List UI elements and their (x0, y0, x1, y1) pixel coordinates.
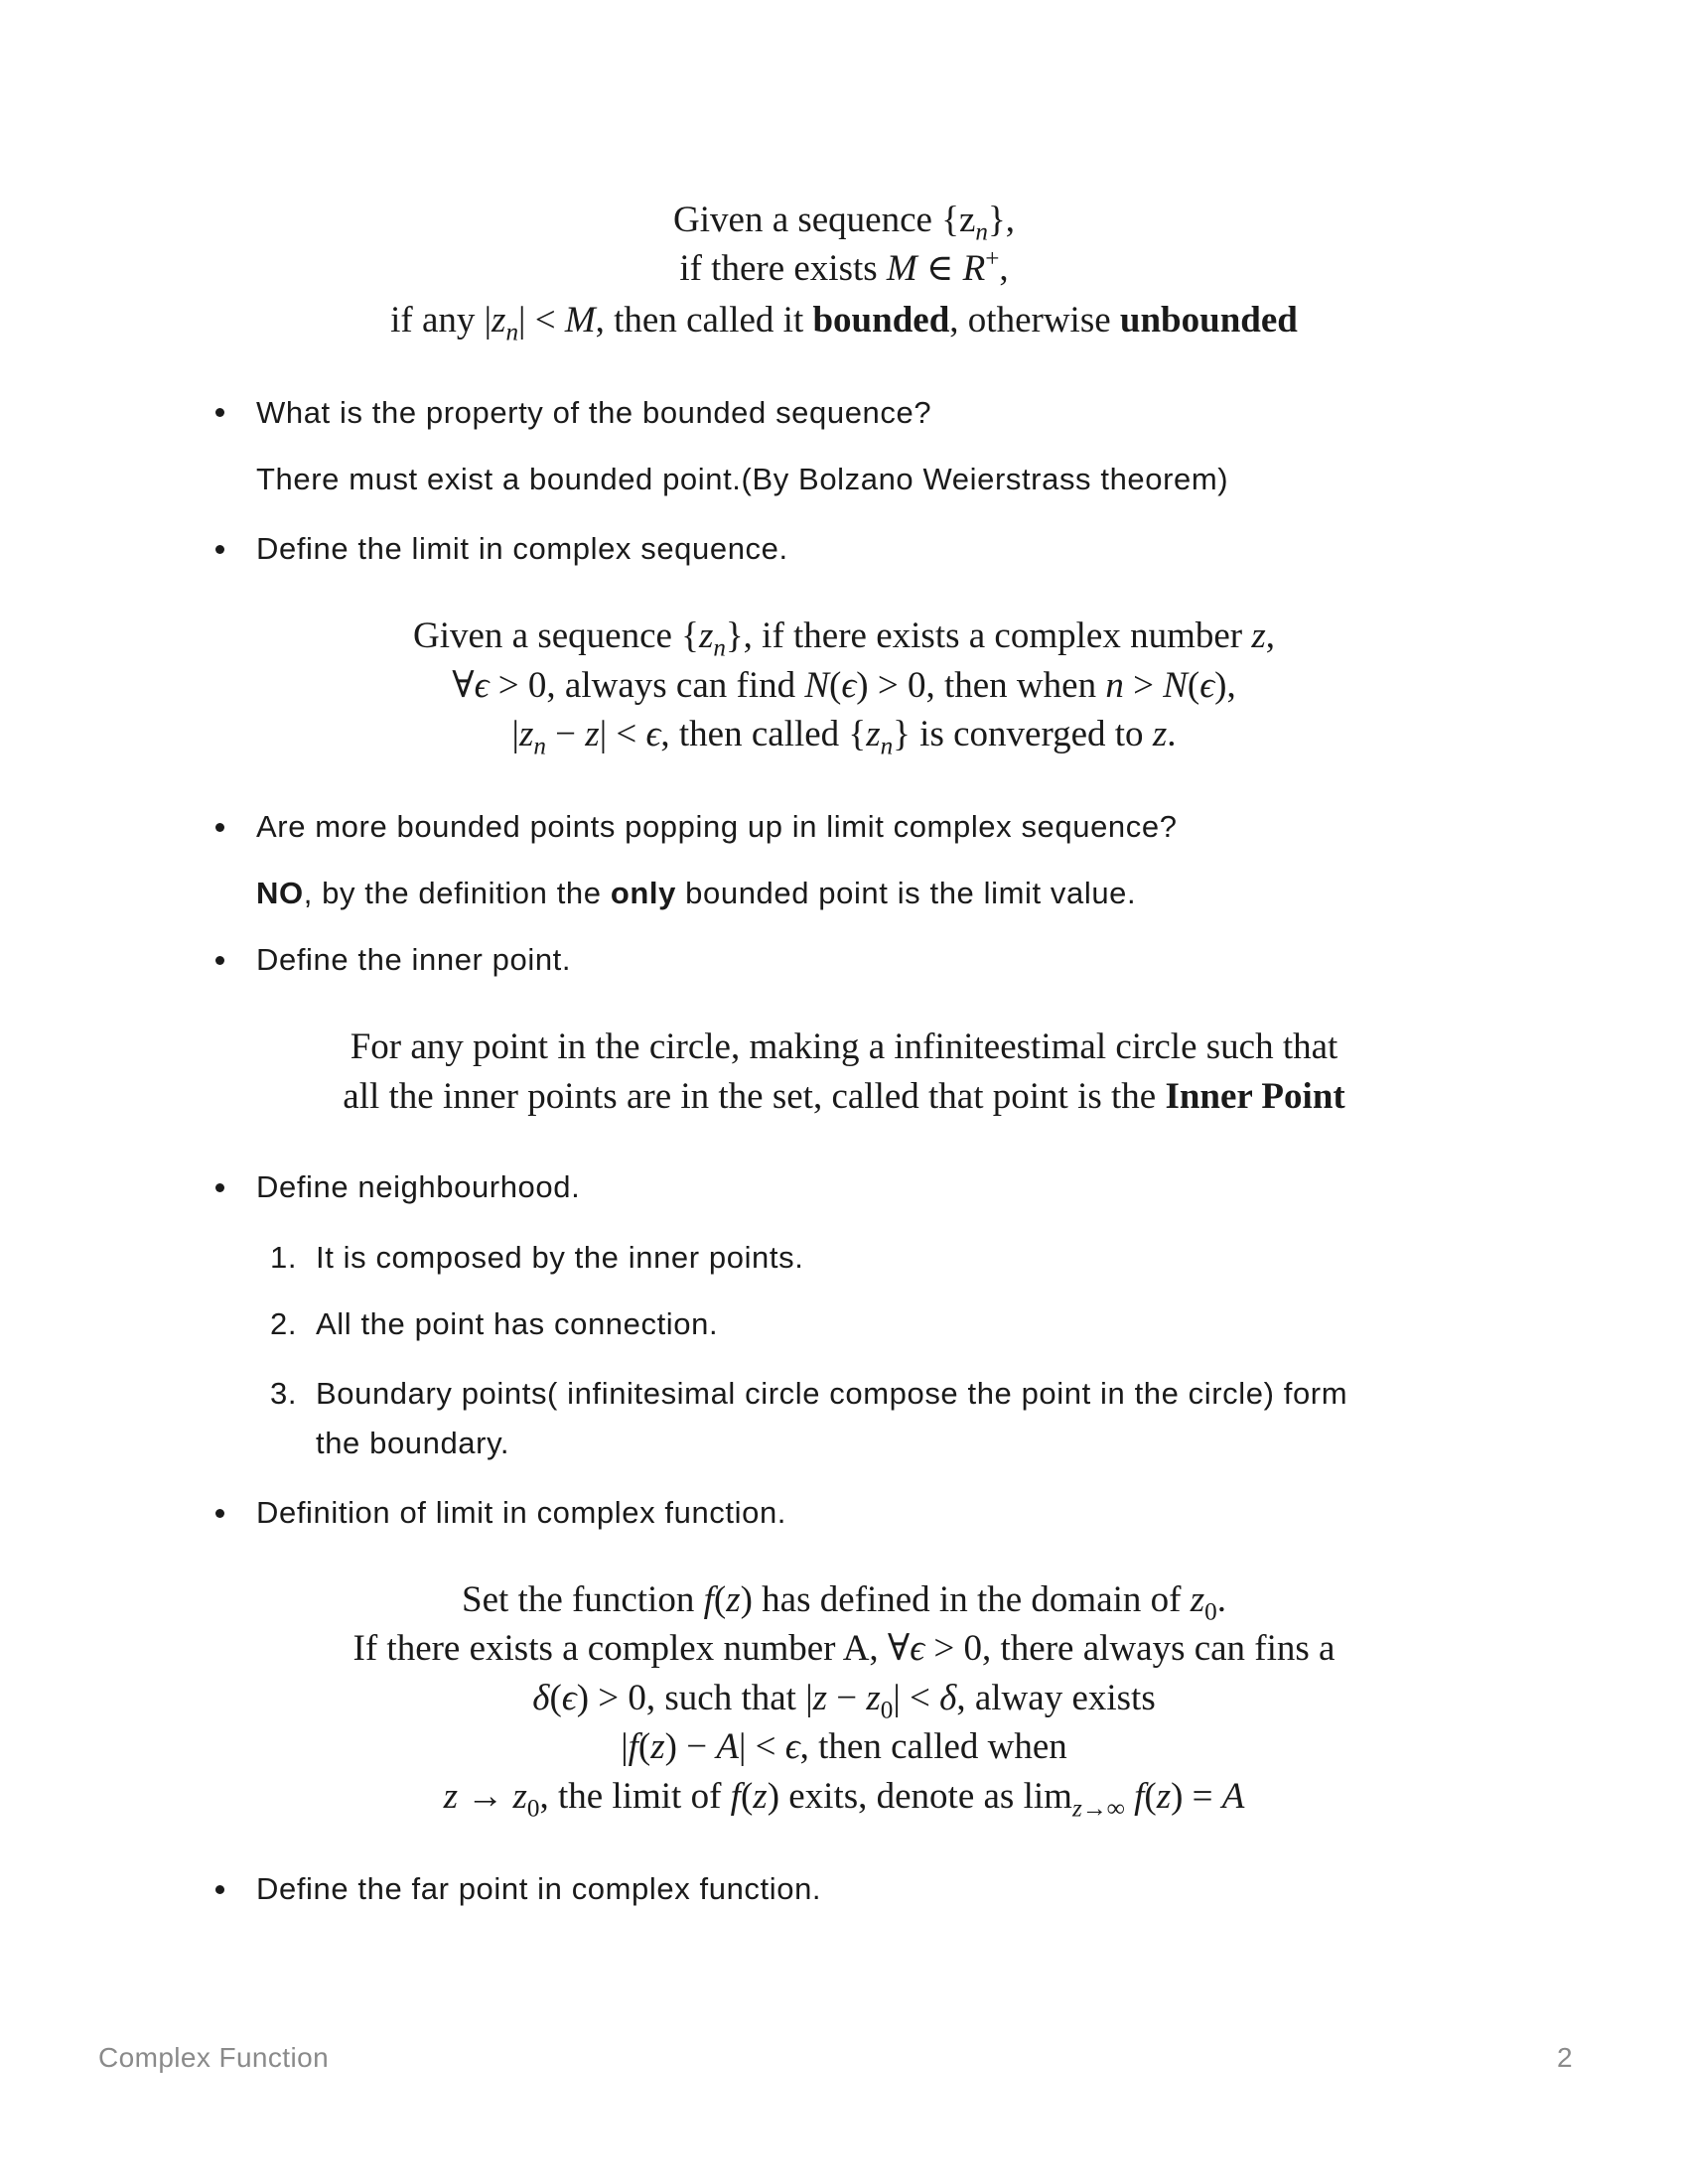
math-var: N (804, 665, 830, 706)
subscript: n (505, 319, 519, 346)
text: ) > 0, then when (856, 665, 1106, 706)
math-var: R (962, 248, 986, 289)
math-var: A (1221, 1776, 1245, 1817)
bullet-icon (215, 545, 224, 554)
math-var: M (886, 248, 917, 289)
math-var: f (730, 1776, 741, 1817)
math-var: z (443, 1776, 458, 1817)
text: if any | (390, 300, 492, 341)
text: , by the definition the (303, 876, 611, 910)
list-item-number: 3. (270, 1376, 298, 1411)
text: , (999, 248, 1009, 289)
bullet-icon (215, 408, 224, 417)
question-6: Definition of limit in complex function. (256, 1495, 787, 1530)
inner-point-line-1: For any point in the circle, making a infiniteestimal circle such that (350, 1026, 1338, 1067)
math-var: z (753, 1776, 768, 1817)
text: | < (599, 714, 646, 754)
text: ( (637, 1726, 651, 1767)
text: ∈ (916, 248, 963, 289)
footer-title: Complex Function (98, 2042, 330, 2073)
math-var: z (650, 1726, 665, 1767)
limit-seq-line-2 (0, 667, 1688, 704)
text: ( (1144, 1776, 1157, 1817)
question-2: Define the limit in complex sequence. (256, 531, 788, 566)
answer-1: There must exist a bounded point.(By Bolzano Weierstrass theorem) (256, 462, 1229, 496)
text: , then called when (799, 1726, 1067, 1767)
subscript: n (533, 733, 546, 760)
bold-only: only (610, 876, 676, 910)
text: If there exists a complex number A, ∀ (352, 1628, 911, 1669)
text: | < (518, 300, 565, 341)
bold-term-bounded: bounded (812, 300, 950, 341)
text: all the inner points are in the set, called that point is the (343, 1076, 1166, 1117)
text: , alway exists (956, 1678, 1156, 1718)
math-var: z (492, 300, 506, 341)
question-5: Define neighbourhood. (256, 1169, 581, 1204)
text: ) = (1171, 1776, 1222, 1817)
text: − (827, 1678, 867, 1718)
subscript: z→∞ (1071, 1795, 1125, 1823)
text: Set the function (462, 1579, 704, 1620)
text: ( (1187, 665, 1200, 706)
text: . (1167, 714, 1177, 754)
math-var: z (726, 1579, 741, 1620)
limit-func-line-4 (0, 1728, 1688, 1765)
answer-3 (256, 878, 1136, 908)
text: > (1123, 665, 1164, 706)
text: , the limit of (539, 1776, 731, 1817)
math-var: z (518, 714, 534, 754)
subscript: 0 (1204, 1598, 1217, 1626)
text: | (621, 1726, 629, 1767)
math-var: δ (532, 1678, 550, 1718)
text: ) − (664, 1726, 717, 1767)
bold-term-unbounded: unbounded (1119, 300, 1298, 341)
math-var: z (812, 1678, 828, 1718)
question-7: Define the far point in complex function. (256, 1871, 822, 1906)
math-var: f (703, 1579, 714, 1620)
math-var: z (866, 714, 881, 754)
bounded-def-line-2 (0, 245, 1688, 289)
math-var: ϵ (645, 714, 661, 754)
text: , otherwise (949, 300, 1120, 341)
list-item: Boundary points( infinitesimal circle compose the point in the circle) form (316, 1376, 1348, 1411)
bullet-icon (215, 1885, 224, 1894)
text: }, (987, 200, 1015, 240)
text: ( (740, 1776, 754, 1817)
math-var: N (1163, 665, 1188, 706)
bullet-icon (215, 1183, 224, 1192)
math-var: M (564, 300, 596, 341)
text: | (511, 714, 519, 754)
text: bounded point is the limit value. (675, 876, 1137, 910)
text: ) exits, denote as lim (767, 1776, 1072, 1817)
subscript: n (975, 218, 988, 246)
math-var: z (698, 615, 714, 656)
text: | < (738, 1726, 785, 1767)
math-var: z (1152, 714, 1168, 754)
bullet-icon (215, 823, 224, 832)
question-3: Are more bounded points popping up in limit complex sequence? (256, 809, 1178, 844)
text: , (1265, 615, 1276, 656)
math-var: ϵ (1199, 665, 1215, 706)
math-var: f (1134, 1776, 1145, 1817)
limit-seq-line-1 (0, 615, 1688, 662)
superscript: + (985, 245, 1000, 273)
math-var: ϵ (561, 1678, 577, 1718)
list-item-number: 1. (270, 1240, 298, 1275)
text: ) has defined in the domain of (740, 1579, 1191, 1620)
subscript: 0 (526, 1795, 540, 1823)
text: if there exists (679, 248, 887, 289)
math-var: z (585, 714, 600, 754)
bold-no: NO (256, 876, 304, 910)
limit-func-line-1 (0, 1579, 1688, 1626)
subscript: n (713, 634, 726, 662)
text: ) > 0, such that | (576, 1678, 813, 1718)
math-var: A (716, 1726, 739, 1767)
text: > 0, always can find (489, 665, 805, 706)
text: , then called it (595, 300, 813, 341)
math-var: δ (939, 1678, 957, 1718)
math-var: z (512, 1776, 527, 1817)
limit-func-line-3 (0, 1678, 1688, 1724)
bold-term-inner-point: Inner Point (1165, 1076, 1345, 1117)
text: ( (713, 1579, 727, 1620)
bounded-def-line-3 (0, 300, 1688, 346)
subscript: n (880, 733, 894, 760)
text: − (545, 714, 586, 754)
math-var: z (1251, 615, 1266, 656)
math-var: z (866, 1678, 881, 1718)
text: ( (829, 665, 842, 706)
math-var: ϵ (474, 665, 490, 706)
math-var: n (1105, 665, 1124, 706)
list-item-continuation: the boundary. (316, 1426, 510, 1460)
text: ∀ (452, 665, 475, 706)
limit-func-line-5 (0, 1776, 1688, 1823)
text: → (458, 1776, 513, 1817)
page-number: 2 (1557, 2042, 1573, 2073)
bullet-icon (215, 1509, 224, 1518)
question-4: Define the inner point. (256, 942, 572, 977)
text: | < (893, 1678, 940, 1718)
question-1: What is the property of the bounded sequence? (256, 395, 932, 430)
text: Given a sequence { (412, 615, 699, 656)
inner-point-line-2 (0, 1078, 1688, 1115)
text: ( (549, 1678, 562, 1718)
text (1125, 1776, 1134, 1817)
text: > 0, there always can fins a (924, 1628, 1336, 1669)
text: }, if there exists a complex number (725, 615, 1252, 656)
limit-func-line-2 (0, 1630, 1688, 1667)
list-item: It is composed by the inner points. (316, 1240, 804, 1275)
list-item-number: 2. (270, 1306, 298, 1341)
text: ), (1214, 665, 1236, 706)
math-var: z (1190, 1579, 1205, 1620)
math-var: ϵ (784, 1726, 800, 1767)
math-var: ϵ (841, 665, 857, 706)
text: . (1216, 1579, 1226, 1620)
math-var: ϵ (910, 1628, 925, 1669)
limit-seq-line-3 (0, 714, 1688, 760)
subscript: 0 (880, 1697, 894, 1724)
list-item: All the point has connection. (316, 1306, 719, 1341)
text: , then called { (660, 714, 867, 754)
text: } is converged to (893, 714, 1153, 754)
text: Given a sequence {z (673, 200, 976, 240)
bounded-def-line-1 (0, 200, 1688, 246)
math-var: z (1156, 1776, 1172, 1817)
bullet-icon (215, 956, 224, 965)
math-var: f (628, 1726, 638, 1767)
